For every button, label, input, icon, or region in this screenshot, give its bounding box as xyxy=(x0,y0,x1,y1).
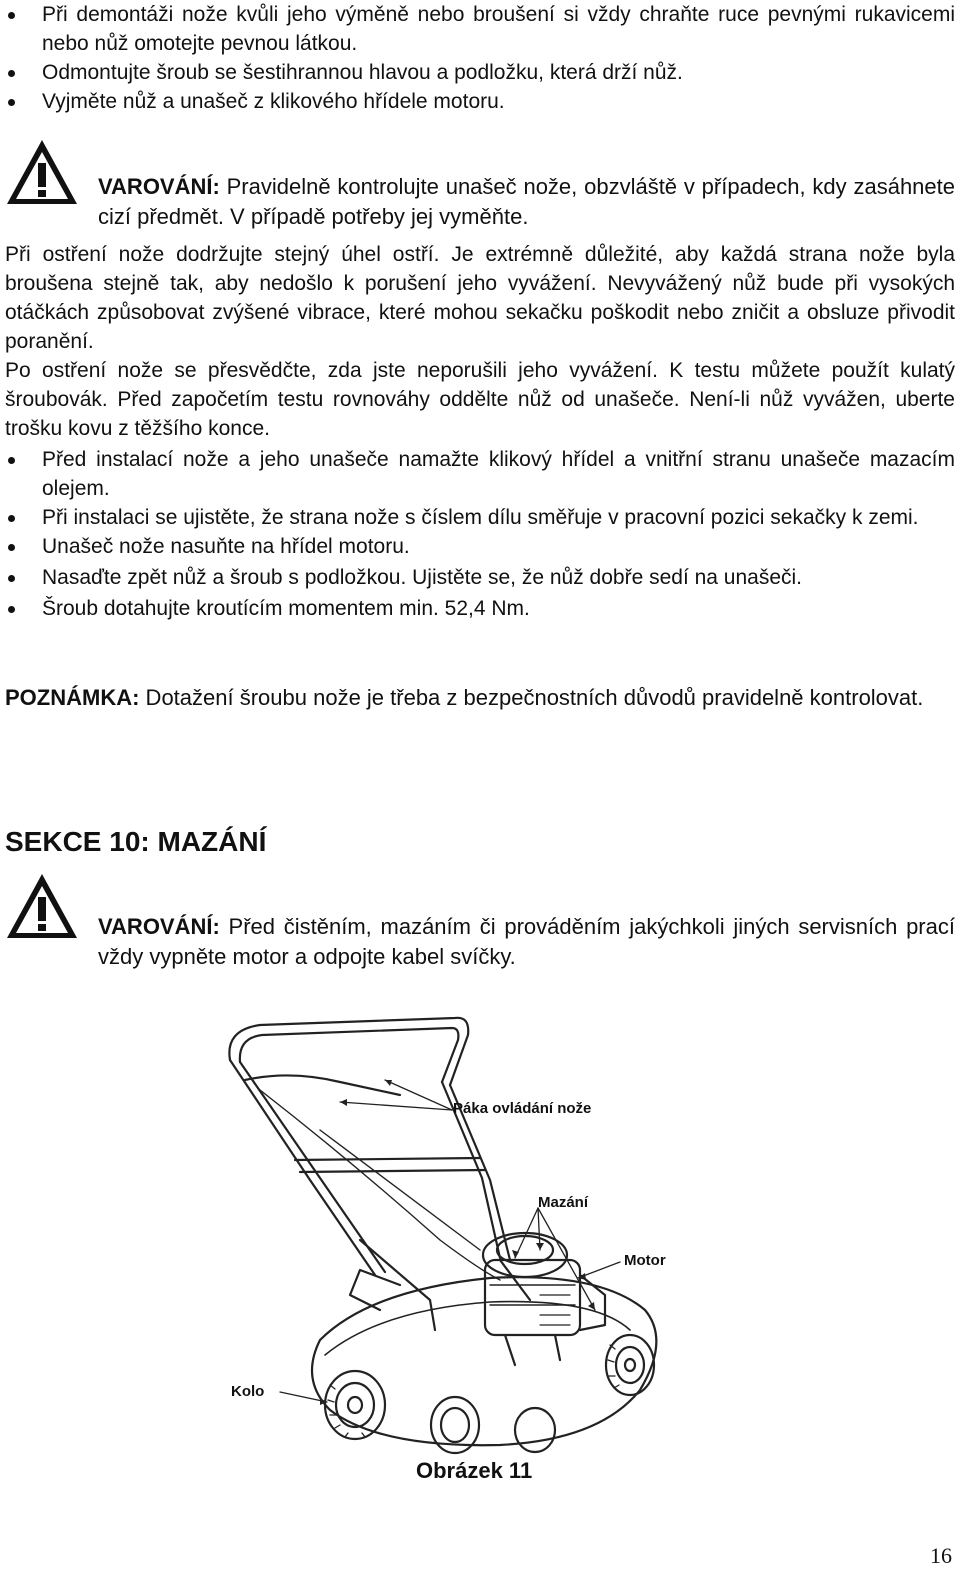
warning-body: Před čistěním, mazáním či prováděním jakýchkoli jiných servisních prací vždy vypněte motor a odpojte kabel svíčky. xyxy=(98,914,955,969)
warning-label: VAROVÁNÍ: xyxy=(98,914,220,939)
list-item xyxy=(0,0,955,58)
list-item-text: Vyjměte nůž a unašeč z klikového hřídele motoru. xyxy=(42,90,505,113)
list-item xyxy=(0,503,955,532)
bullet-icon xyxy=(8,606,15,613)
list-item xyxy=(0,87,955,116)
list-item-text: Unašeč nože nasuňte na hřídel motoru. xyxy=(42,535,410,558)
warning-triangle-icon xyxy=(5,872,79,940)
paragraph-sharpening: Při ostření nože dodržujte stejný úhel ostří. Je extrémně důležité, aby každá strana nože byla broušena stejně tak, aby nedošlo k porušení jeho vyvážení. Nevyvážený nůž bude při vysokých otáčkách způsobovat zvýšené vibrace, které mohou sekačku poškodit nebo zničit a obsluze přivodit poranění. xyxy=(5,243,955,353)
section-heading: SEKCE 10: MAZÁNÍ xyxy=(5,826,267,857)
bullet-icon xyxy=(8,544,15,551)
list-item-text: Odmontujte šroub se šestihrannou hlavou a podložku, která drží nůž. xyxy=(42,61,683,84)
figure-caption: Obrázek 11 xyxy=(416,1458,533,1483)
warning-text xyxy=(98,912,955,972)
note-body: Dotažení šroubu nože je třeba z bezpečnostních důvodů pravidelně kontrolovat. xyxy=(139,685,924,710)
warning-block xyxy=(5,872,955,969)
list-item xyxy=(0,594,955,623)
bullet-icon xyxy=(8,457,15,464)
warning-body: Pravidelně kontrolujte unašeč nože, obzvláště v případech, kdy zasáhnete cizí předmět. V případě potřeby jej vyměňte. xyxy=(98,174,955,229)
list-item-text: Při demontáži nože kvůli jeho výměně nebo broušení si vždy chraňte ruce pevnými rukavicemi nebo nůž omotejte pevnou látkou. xyxy=(42,3,955,55)
list-item xyxy=(0,58,955,87)
list-item xyxy=(0,532,955,561)
list-item-text: Před instalací nože a jeho unašeče namažte klikový hřídel a vnitřní stranu unašeče mazacím olejem. xyxy=(42,448,955,500)
warning-text xyxy=(98,172,955,232)
callout-motor: Motor xyxy=(624,1252,666,1269)
list-item-text: Při instalaci se ujistěte, že strana nože s číslem dílu směřuje v pracovní pozici sekačky k zemi. xyxy=(42,506,919,529)
bullet-list-blade-installation xyxy=(0,445,955,623)
bullet-icon xyxy=(8,70,15,77)
warning-block xyxy=(5,138,955,229)
bullet-icon xyxy=(8,99,15,106)
list-item xyxy=(0,445,955,503)
bullet-icon xyxy=(8,12,15,19)
warning-label: VAROVÁNÍ: xyxy=(98,174,220,199)
note-label: POZNÁMKA: xyxy=(5,685,140,710)
bullet-list-blade-removal xyxy=(0,0,955,116)
list-item xyxy=(0,563,955,592)
lawn-mower-illustration xyxy=(200,1010,720,1460)
callout-wheel: Kolo xyxy=(231,1383,265,1400)
paragraph-balance: Po ostření nože se přesvědčte, zda jste neporušili jeho vyvážení. K testu můžete použít kulatý šroubovák. Před započetím testu rovnováhy oddělte nůž od unašeče. Není-li nůž vyvážen, uberte trošku kovu z těžšího konce. xyxy=(5,359,955,440)
note-paragraph xyxy=(5,683,955,713)
bullet-icon xyxy=(8,575,15,582)
list-item-text: Šroub dotahujte kroutícím momentem min. 52,4 Nm. xyxy=(42,597,530,620)
bullet-icon xyxy=(8,515,15,522)
page-number: 16 xyxy=(930,1543,952,1568)
callout-lubrication: Mazání xyxy=(538,1194,589,1211)
list-item-text: Nasaďte zpět nůž a šroub s podložkou. Ujistěte se, že nůž dobře sedí na unašeči. xyxy=(42,566,803,589)
callout-blade-lever: Páka ovládání nože xyxy=(453,1100,592,1117)
warning-triangle-icon xyxy=(5,138,79,206)
